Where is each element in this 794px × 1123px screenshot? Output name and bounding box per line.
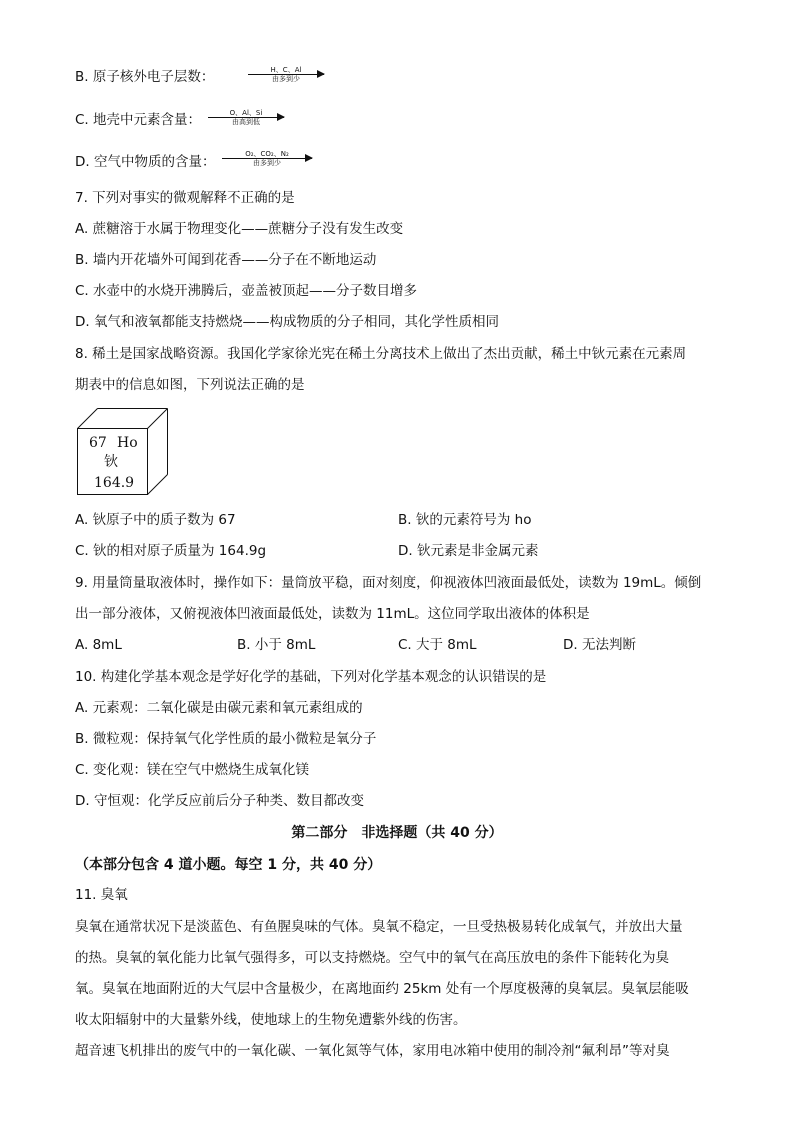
q6-option-c-arrow-bottom-label: 由高到低 [232,118,260,126]
element-card-holmium [77,408,169,496]
q10-option-b: B. 微粒观：保持氧气化学性质的最小微粒是氧分子 [75,731,377,747]
element-name: 钬 [104,454,118,470]
q9-option-d: D. 无法判断 [563,637,636,653]
q6-option-c: C. 地壳中元素含量： [75,112,202,128]
q7-option-c: C. 水壶中的水烧开沸腾后，壶盖被顶起——分子数目增多 [75,283,418,299]
q11-paragraph-line: 的热。臭氧的氧化能力比氧气强得多，可以支持燃烧。空气中的氧气在高压放电的条件下能转化为臭 [75,950,669,966]
q7-option-d: D. 氧气和液氧都能支持燃烧——构成物质的分子相同，其化学性质相同 [75,314,499,330]
q6-option-d: D. 空气中物质的含量： [75,154,216,170]
q6-option-d-arrow [222,150,312,167]
q8-option-d: D. 钬元素是非金属元素 [398,543,539,559]
q7-stem: 7. 下列对事实的微观解释不正确的是 [75,190,295,206]
arrow-right-icon [222,158,312,159]
q8-stem-line2: 期表中的信息如图，下列说法正确的是 [75,377,305,393]
part2-note: （本部分包含 4 道小题。每空 1 分，共 40 分） [75,857,382,873]
q10-option-d: D. 守恒观：化学反应前后分子种类、数目都改变 [75,793,364,809]
q9-option-c: C. 大于 8mL [398,637,477,653]
q7-option-b: B. 墙内开花墙外可闻到花香——分子在不断地运动 [75,252,377,268]
q8-stem-line1: 8. 稀土是国家战略资源。我国化学家徐光宪在稀土分离技术上做出了杰出贡献，稀土中钬元素在元素周 [75,346,687,362]
q6-option-d-arrow-bottom-label: 由多到少 [253,159,281,167]
q6-option-c-arrow [208,109,284,126]
q10-option-a: A. 元素观：二氧化碳是由碳元素和氧元素组成的 [75,700,363,716]
q8-option-c: C. 钬的相对原子质量为 164.9g [75,543,267,559]
q11-paragraph-line: 收太阳辐射中的大量紫外线，使地球上的生物免遭紫外线的伤害。 [75,1012,467,1028]
q6-option-b: B. 原子核外电子层数： [75,69,215,85]
q9-stem-line2: 出一部分液体，又俯视液体凹液面最低处，读数为 11mL。这位同学取出液体的体积是 [75,606,590,622]
q8-option-a: A. 钬原子中的质子数为 67 [75,512,236,528]
q10-stem: 10. 构建化学基本观念是学好化学的基础，下列对化学基本观念的认识错误的是 [75,669,547,685]
q6-option-c-arrow-top-label: O、Al、Si [229,109,263,117]
q10-option-c: C. 变化观：镁在空气中燃烧生成氧化镁 [75,762,310,778]
part2-title: 第二部分 非选择题（共 40 分） [291,825,503,841]
q6-option-d-arrow-top-label: O₂、CO₂、N₂ [245,150,289,158]
q9-option-a: A. 8mL [75,637,122,653]
q6-option-b-arrow-top-label: H、C、Al [270,66,302,74]
arrow-right-icon [248,74,324,75]
q6-option-b-arrow-bottom-label: 由多到少 [272,75,300,83]
q11-paragraph-line: 超音速飞机排出的废气中的一氧化碳、一氧化氮等气体，家用电冰箱中使用的制冷剂“氟利昂”等对臭 [75,1043,670,1059]
q9-stem-line1: 9. 用量筒量取液体时，操作如下：量筒放平稳，面对刻度，仰视液体凹液面最低处，读数为 19mL。倾倒 [75,575,702,591]
q7-option-a: A. 蔗糖溶于水属于物理变化——蔗糖分子没有发生改变 [75,221,404,237]
q11-title: 11. 臭氧 [75,887,128,903]
q11-paragraph-line: 臭氧在通常状况下是淡蓝色、有鱼腥臭味的气体。臭氧不稳定，一旦受热极易转化成氧气，并放出大量 [75,919,683,935]
q11-paragraph-line: 氧。臭氧在地面附近的大气层中含量极少，在离地面约 25km 处有一个厚度极薄的臭氧层。臭氧层能吸 [75,981,689,997]
element-atomic-number: 67 [89,435,107,451]
q9-option-b: B. 小于 8mL [237,637,316,653]
element-symbol: Ho [117,435,138,451]
q6-option-b-arrow [248,66,324,83]
arrow-right-icon [208,117,284,118]
q8-option-b: B. 钬的元素符号为 ho [398,512,532,528]
element-atomic-mass: 164.9 [94,475,135,491]
